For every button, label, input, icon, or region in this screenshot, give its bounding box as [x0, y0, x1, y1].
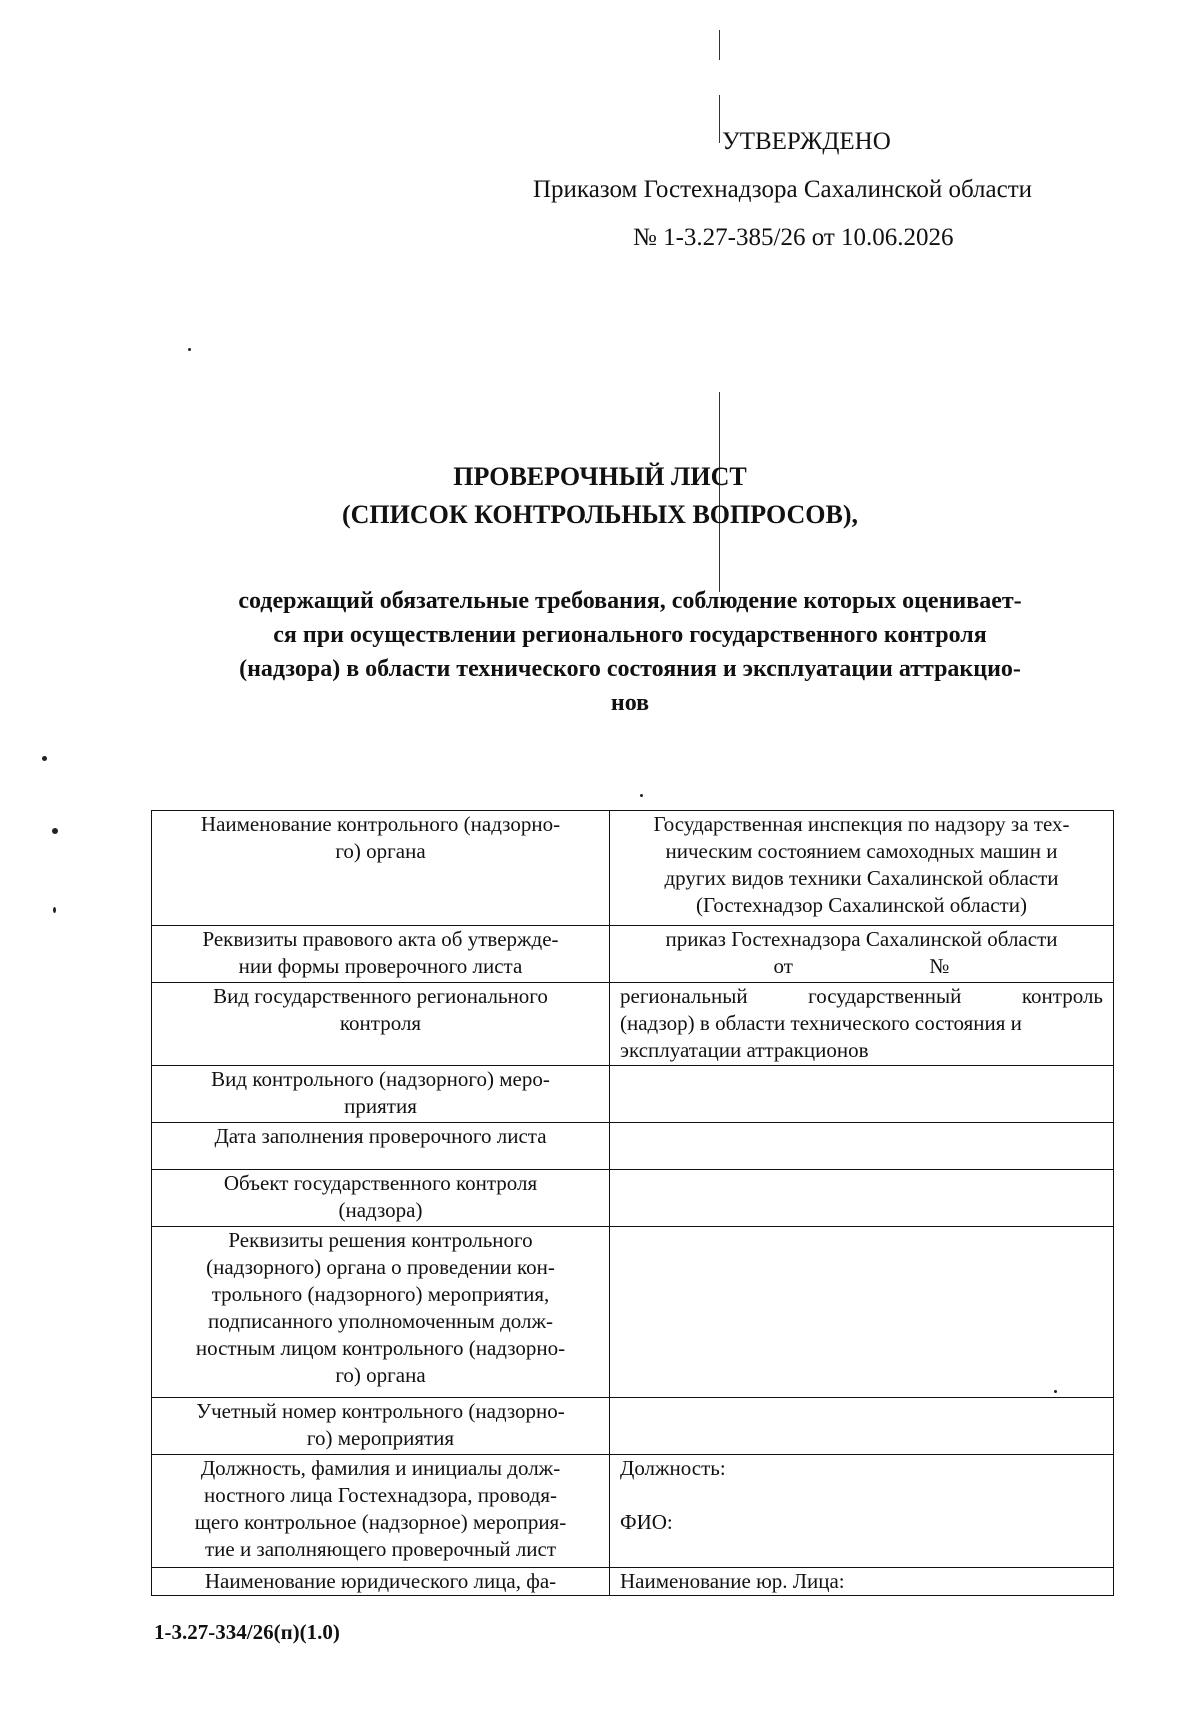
- label-line: Вид контрольного (надзорного) меро-: [211, 1067, 550, 1091]
- approval-heading: УТВЕРЖДЕНО: [722, 128, 891, 155]
- row-label-control-type: [152, 983, 610, 1066]
- inspector-position-label: Должность:: [620, 1456, 726, 1480]
- value-line: ническим состоянием самоходных машин и: [665, 839, 1058, 863]
- row-value-control-type: [610, 983, 1114, 1066]
- checklist-info-table: [151, 810, 1114, 1596]
- scan-speck: [188, 348, 191, 351]
- row-label-authority: [152, 811, 610, 926]
- label-line: ностного лица Гостехнадзора, проводя-: [204, 1483, 557, 1507]
- document-code: 1-3.27-334/26(п)(1.0): [154, 1620, 340, 1644]
- scan-fold-mark: [719, 30, 720, 60]
- approval-order: Приказом Гостехнадзора Сахалинской области: [533, 176, 1033, 203]
- label-line: ностным лицом контрольного (надзорно-: [195, 1336, 566, 1360]
- label-line: го) органа: [335, 839, 426, 863]
- label-line: Объект государственного контроля: [223, 1171, 538, 1195]
- label-line: щего контрольное (надзорное) мероприя-: [194, 1510, 567, 1534]
- scan-speck: [640, 794, 643, 797]
- table-row: [152, 1568, 1114, 1596]
- row-value-legal-entity[interactable]: [610, 1568, 1114, 1596]
- label-line: Наименование контрольного (надзорно-: [200, 812, 561, 836]
- value-line: Наименование юр. Лица:: [620, 1569, 845, 1593]
- table-row: [152, 983, 1114, 1066]
- approval-order-number: № 1-3.27-385/26 от 10.06.2026: [633, 224, 954, 251]
- subtitle-line-1: содержащий обязательные требования, соблюдение которых оценивает-: [238, 588, 1022, 614]
- row-label-fill-date: [152, 1123, 610, 1170]
- label-line: трольного (надзорного) мероприятия,: [211, 1282, 550, 1306]
- label-line: го) мероприятия: [306, 1426, 455, 1450]
- row-label-legal-act: [152, 926, 610, 983]
- blank-line: [620, 1482, 1103, 1509]
- label-line: Дата заполнения проверочного листа: [214, 1124, 547, 1148]
- value-line: (надзор) в области технического состояния и: [620, 1011, 1022, 1035]
- label-line: Реквизиты решения контрольного: [228, 1228, 533, 1252]
- label-line: Наименование юридического лица, фа-: [204, 1569, 557, 1593]
- row-value-decision-details[interactable]: [610, 1227, 1114, 1398]
- document-subtitle: [160, 584, 1100, 720]
- table-row: [152, 1123, 1114, 1170]
- label-line: (надзора): [338, 1198, 423, 1222]
- value-line: эксплуатации аттракционов: [620, 1038, 869, 1062]
- label-line: контроля: [339, 1011, 422, 1035]
- label-line: го) органа: [335, 1363, 426, 1387]
- scan-fold-mark: [719, 95, 720, 143]
- table-row: [152, 1455, 1114, 1568]
- value-line: региональный государственный контроль: [620, 984, 1103, 1008]
- label-line: (надзорного) органа о проведении кон-: [206, 1255, 555, 1279]
- row-value-control-object[interactable]: [610, 1170, 1114, 1227]
- row-label-registration-number: [152, 1398, 610, 1455]
- value-line: приказ Гостехнадзора Сахалинской области: [665, 927, 1058, 951]
- table-row: [152, 926, 1114, 983]
- row-label-inspector: [152, 1455, 610, 1568]
- value-line: от №: [773, 954, 950, 978]
- scan-speck: [42, 756, 47, 761]
- row-value-legal-act: [610, 926, 1114, 983]
- label-line: Должность, фамилия и инициалы долж-: [200, 1456, 561, 1480]
- subtitle-line-3: (надзора) в области технического состояния и эксплуатации аттракцио-: [239, 656, 1021, 682]
- row-value-authority: [610, 811, 1114, 926]
- table-row: [152, 1066, 1114, 1123]
- row-value-inspector[interactable]: [610, 1455, 1114, 1568]
- scan-speck: [52, 828, 58, 834]
- value-line: других видов техники Сахалинской области: [664, 866, 1059, 890]
- label-line: нии формы проверочного листа: [238, 954, 523, 978]
- label-line: подписанного уполномоченным долж-: [208, 1309, 553, 1333]
- document-title: [0, 458, 1200, 534]
- label-line: Реквизиты правового акта об утвержде-: [202, 927, 559, 951]
- label-line: Учетный номер контрольного (надзорно-: [196, 1399, 565, 1423]
- value-line: Государственная инспекция по надзору за тех-: [653, 812, 1070, 836]
- subtitle-line-4: нов: [610, 690, 650, 716]
- row-label-legal-entity: [152, 1568, 610, 1596]
- row-value-event-type[interactable]: [610, 1066, 1114, 1123]
- title-line-1: ПРОВЕРОЧНЫЙ ЛИСТ: [453, 462, 747, 491]
- table-row: [152, 1227, 1114, 1398]
- subtitle-line-2: ся при осуществлении регионального государственного контроля: [273, 622, 987, 648]
- label-line: тие и заполняющего проверочный лист: [204, 1537, 557, 1561]
- row-label-decision-details: [152, 1227, 610, 1398]
- row-value-fill-date[interactable]: [610, 1123, 1114, 1170]
- table-row: [152, 1398, 1114, 1455]
- table-row: [152, 1170, 1114, 1227]
- row-label-control-object: [152, 1170, 610, 1227]
- row-value-registration-number[interactable]: [610, 1398, 1114, 1455]
- label-line: приятия: [344, 1094, 417, 1118]
- table-row: [152, 811, 1114, 926]
- value-line: (Гостехнадзор Сахалинской области): [696, 893, 1027, 917]
- row-label-event-type: [152, 1066, 610, 1123]
- title-line-2: (СПИСОК КОНТРОЛЬНЫХ ВОПРОСОВ),: [341, 500, 859, 529]
- inspector-fio-label: ФИО:: [620, 1510, 673, 1534]
- scan-speck: [53, 907, 56, 913]
- label-line: Вид государственного регионального: [213, 984, 548, 1008]
